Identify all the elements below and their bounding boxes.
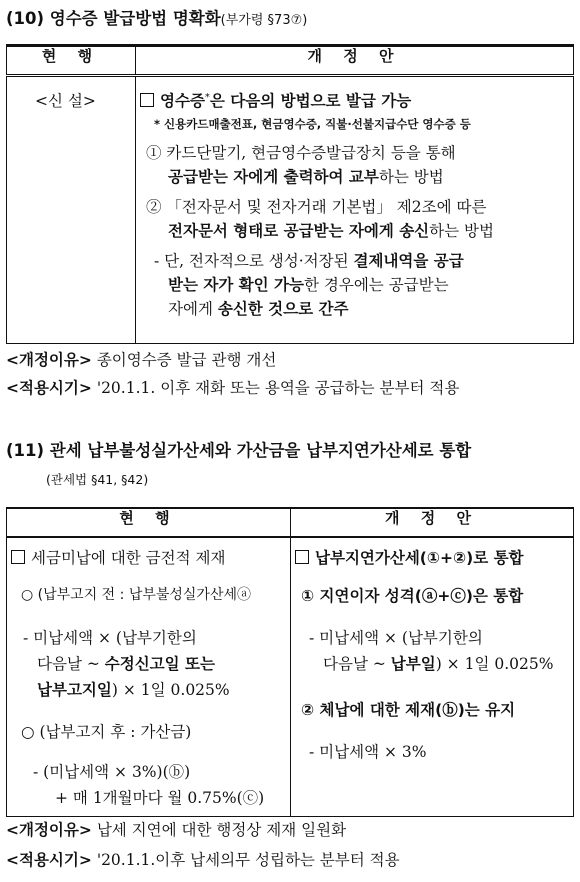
section-10-title: (10) 영수증 발급방법 명확화(부가령 §73⑦) bbox=[6, 9, 308, 28]
left-line6: ○ (납부고지 후 : 가산금) bbox=[21, 723, 192, 741]
header-current: 현 행 bbox=[7, 46, 136, 76]
right-line1: 납부지연가산세(①+②)로 통합 bbox=[295, 548, 524, 568]
left-line1: 세금미납에 대한 금전적 제재 bbox=[11, 548, 225, 568]
footnote: * 신용카드매출전표, 현금영수증, 직불·선불지급수단 영수증 등 bbox=[154, 117, 471, 131]
right-line4: 다음날 ~ 납부일) × 1일 0.025% bbox=[323, 655, 554, 673]
item1-line1: ① 카드단말기, 현금영수증발급장치 등을 통해 bbox=[146, 144, 456, 162]
checkbox-icon bbox=[295, 550, 309, 564]
section-11-table bbox=[6, 507, 574, 817]
left-line4: 다음날 ~ 수정신고일 또는 bbox=[37, 655, 215, 673]
left-line2: ○ (납부고지 전 : 납부불성실가산세ⓐ bbox=[21, 587, 252, 603]
section-10-table bbox=[6, 44, 574, 344]
current-cell-2 bbox=[7, 537, 291, 817]
header-proposed: 개 정 안 bbox=[136, 46, 574, 76]
left-line5: 납부고지일) × 1일 0.025% bbox=[37, 681, 230, 699]
section-11-title: (11) 관세 납부불성실가산세와 가산금을 납부지연가산세로 통합 bbox=[6, 441, 472, 460]
current-cell bbox=[7, 76, 136, 344]
right-line3: - 미납세액 × (납부기한의 bbox=[309, 629, 483, 647]
item3-line2: 받는 자가 확인 가능한 경우에는 공급받는 bbox=[168, 276, 449, 294]
right-line5: ② 체납에 대한 제재(ⓑ)는 유지 bbox=[301, 701, 516, 719]
checkbox-icon bbox=[11, 550, 25, 564]
section-10-reason: <개정이유> 종이영수증 발급 관행 개선 bbox=[6, 351, 277, 369]
item1-line2: 공급받는 자에게 출력하여 교부하는 방법 bbox=[168, 168, 444, 186]
item3-line1: - 단, 전자적으로 생성·저장된 결제내역을 공급 bbox=[154, 252, 464, 270]
section-10-apply: <적용시기> '20.1.1. 이후 재화 또는 용역을 공급하는 분부터 적용 bbox=[6, 379, 460, 397]
left-line7: - (미납세액 × 3%)(ⓑ) bbox=[33, 763, 191, 781]
item2-line2: 전자문서 형태로 공급받는 자에게 송신하는 방법 bbox=[168, 222, 494, 240]
proposed-cell bbox=[136, 76, 574, 344]
proposed-cell-2 bbox=[291, 537, 574, 817]
item2-line1: ② 「전자문서 및 전자거래 기본법」 제2조에 따른 bbox=[146, 198, 487, 216]
section-11-ref: (관세법 §41, §42) bbox=[46, 472, 149, 487]
right-line2: ① 지연이자 성격(ⓐ+ⓒ)은 통합 bbox=[301, 587, 524, 605]
right-line6: - 미납세액 × 3% bbox=[309, 743, 427, 761]
item3-line3: 자에게 송신한 것으로 간주 bbox=[168, 300, 349, 318]
left-line8: + 매 1개월마다 월 0.75%(ⓒ) bbox=[55, 789, 265, 807]
header-proposed-2: 개 정 안 bbox=[291, 508, 574, 537]
section-11-reason: <개정이유> 납세 지연에 대한 행정상 제재 일원화 bbox=[6, 821, 347, 839]
left-line3: - 미납세액 × (납부기한의 bbox=[23, 629, 197, 647]
current-text: <신 설> bbox=[35, 92, 96, 110]
main-statement: 영수증*은 다음의 방법으로 발급 가능 bbox=[140, 91, 411, 111]
header-current-2: 현 행 bbox=[7, 508, 291, 537]
section-11-apply: <적용시기> '20.1.1.이후 납세의무 성립하는 분부터 적용 bbox=[6, 851, 400, 869]
checkbox-icon bbox=[140, 93, 154, 107]
